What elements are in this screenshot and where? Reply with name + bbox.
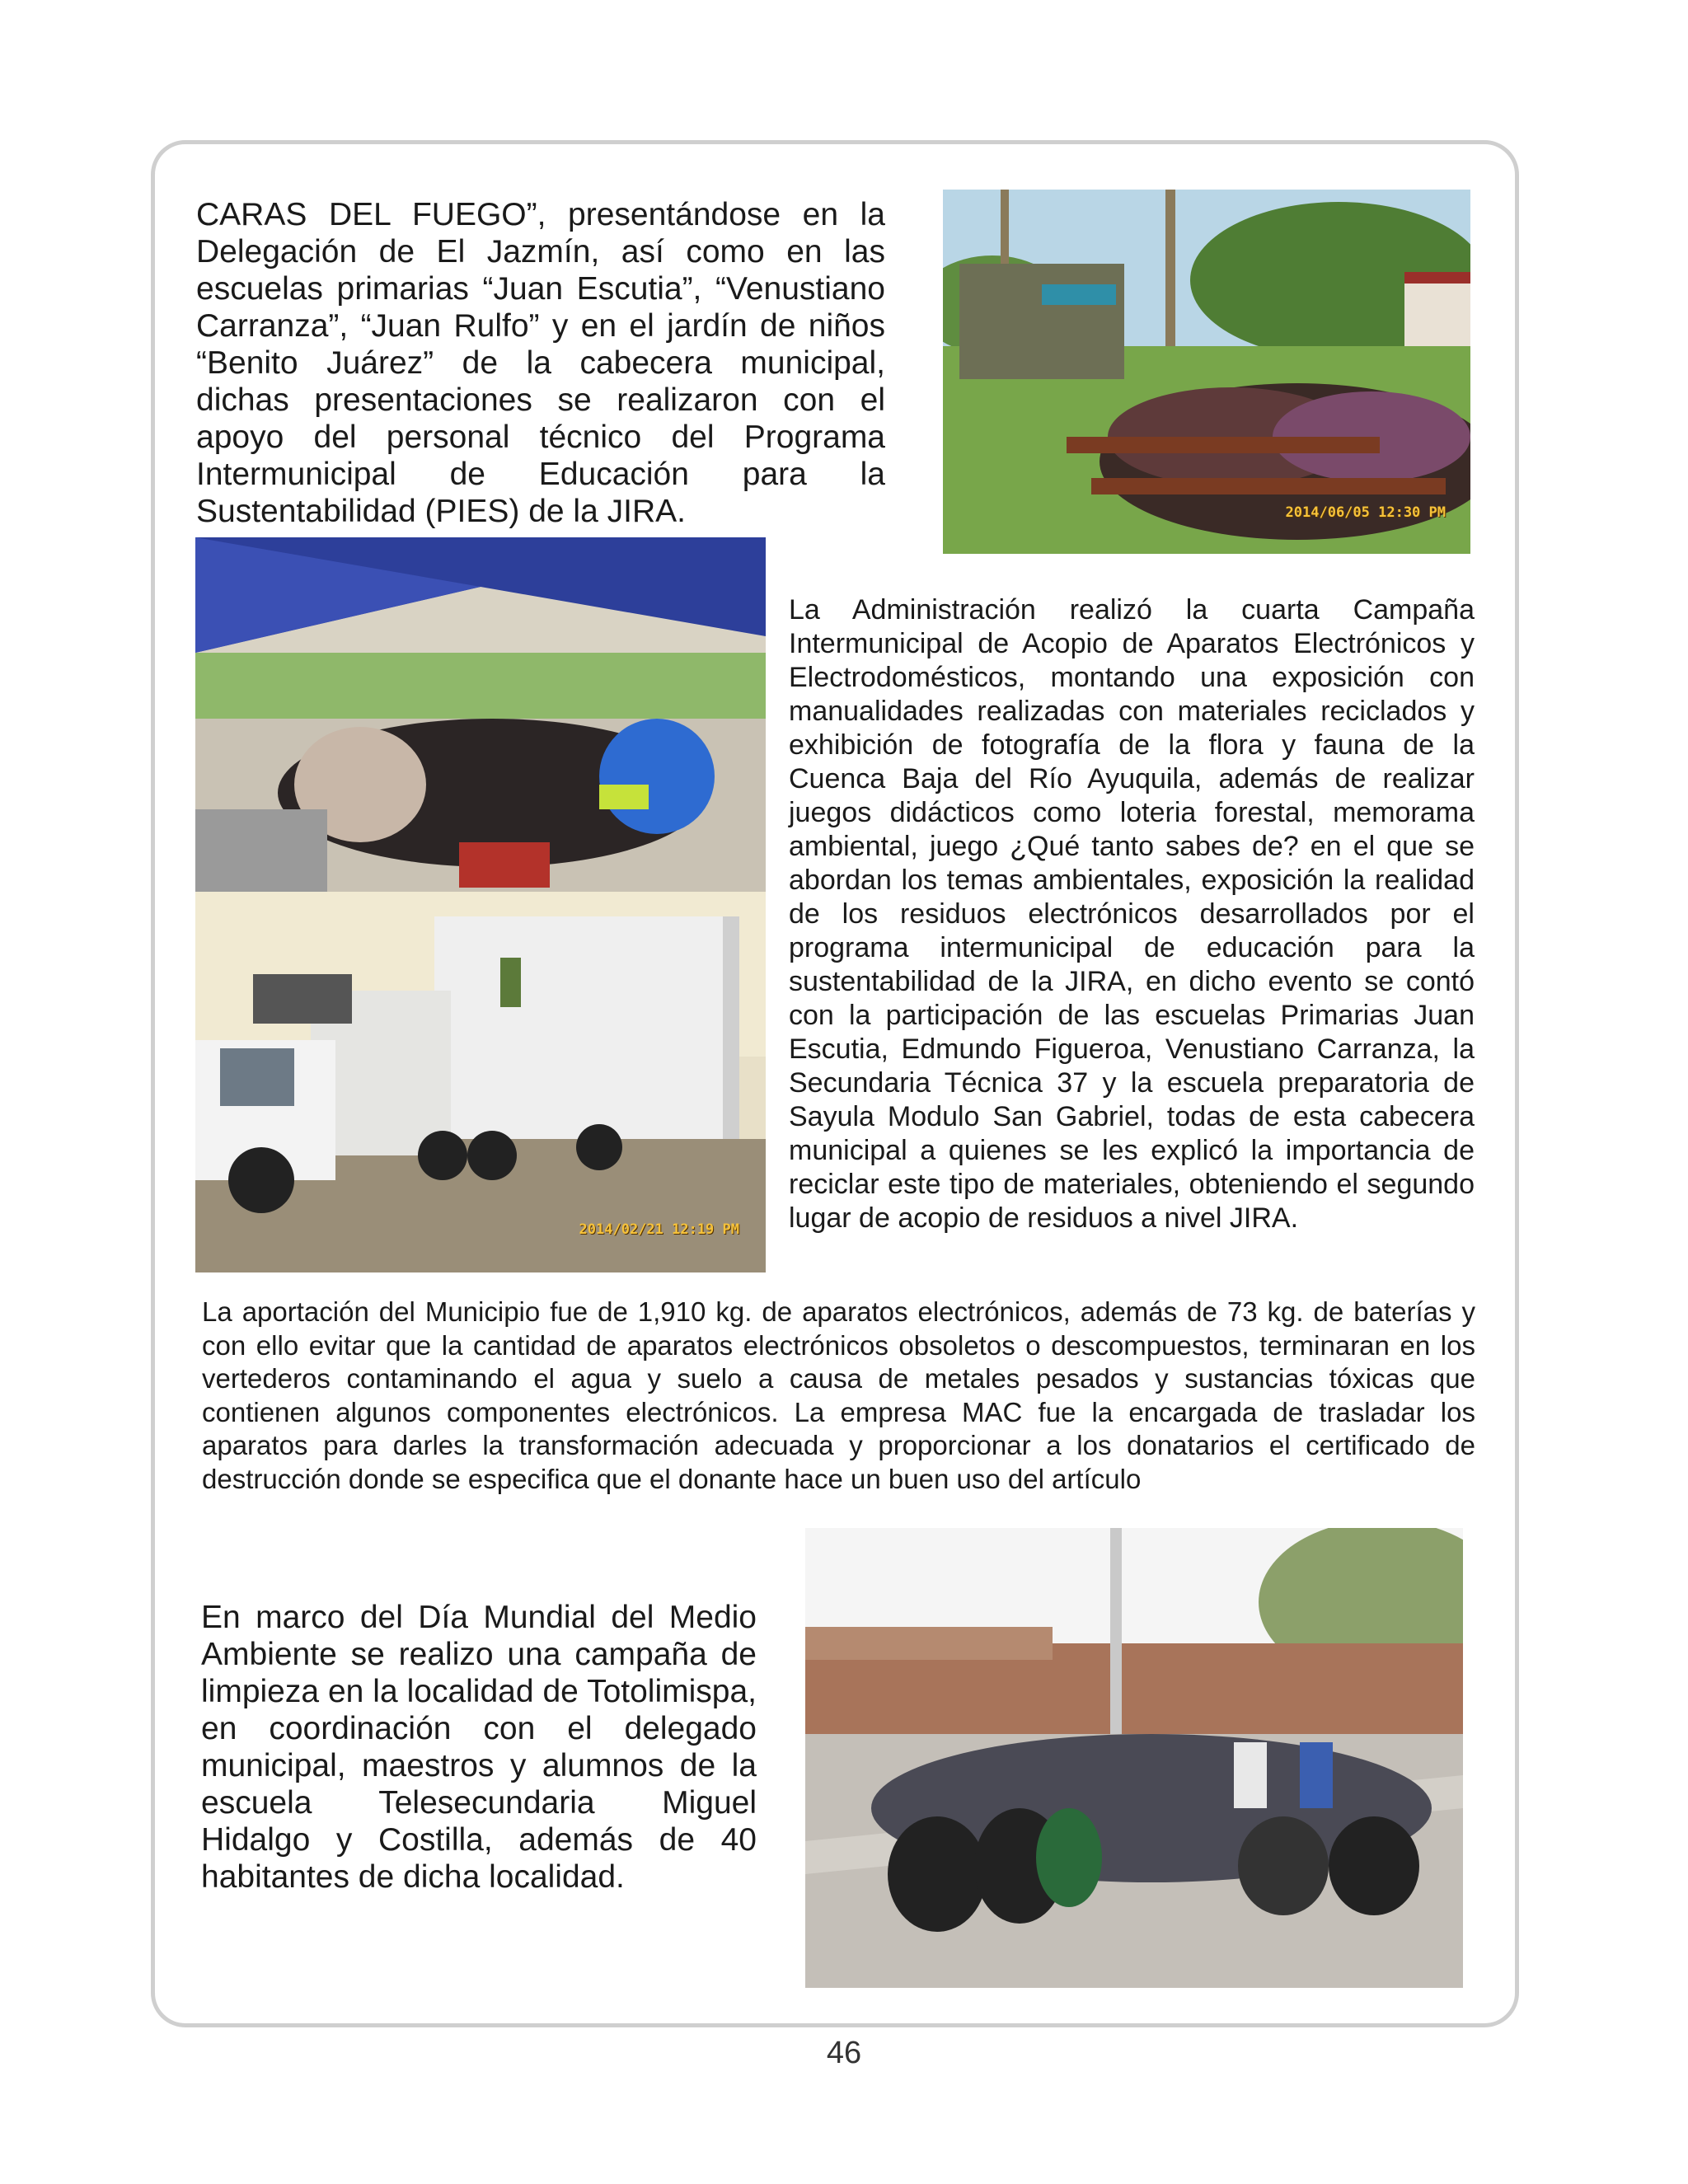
paragraph-campana-acopio: La Administración realizó la cuarta Campaña Intermunicipal de Acopio de Aparatos Electrónicos y Electrodomésticos, montando una exposición con manualidades realizadas con materiales reciclados y exhibición de fotografía de la flora y fauna de la Cuenca Baja del Río Ayuquila, además de realizar juegos didácticos como loteria forestal, memorama ambiental, juego ¿Qué tanto sabes de? en el que se abordan los temas ambientales, exposición la realidad de los residuos electrónicos desarrollados por el programa intermunicipal de educación para la sustentabilidad de la JIRA, en dicho evento se contó con la participación de las escuelas Primarias Juan Escutia, Edmundo Figueroa, Venustiano Carranza, la Secundaria Técnica 37 y la escuela preparatoria de Sayula Modulo San Gabriel, todas de esta cabecera municipal a quienes se les explicó la importancia de reciclar este tipo de materiales, obteniendo el segundo lugar de acopio de residuos a nivel JIRA. xyxy=(789,594,1475,1234)
paragraph-aportacion: La aportación del Municipio fue de 1,910 kg. de aparatos electrónicos, además de 73 kg. de baterías y con ello evitar que la cantidad de aparatos electrónicos obsoletos o descompuestos, terminaran en los vertederos contaminando el agua y suelo a causa de metales pesados y sustancias tóxicas que contienen algunos componentes electrónicos. La empresa MAC fue la encargada de trasladar los aparatos para darles la transformación adecuada y proporcionar a los donatarios el certificado de destrucción donde se especifica que el donante hace un buen uso del artículo xyxy=(202,1296,1475,1494)
photo-date-stamp: 2014/02/21 12:19 PM xyxy=(579,1221,739,1238)
paragraph-dia-medio-ambiente: En marco del Día Mundial del Medio Ambiente se realizo una campaña de limpieza en la localidad de Totolimispa, en coordinación con el delegado municipal, maestros y alumnos de la escuela Telesecundaria Miguel Hidalgo y Costilla, además de 40 habitantes de dicha localidad. xyxy=(201,1600,757,1895)
photo-puppet-show xyxy=(943,190,1470,554)
photo-exhibition-tent xyxy=(195,537,766,892)
photo-collection-truck xyxy=(195,892,766,1272)
page-number: 46 xyxy=(826,2036,862,2070)
photo-date-stamp: 2014/06/05 12:30 PM xyxy=(1285,504,1446,521)
paragraph-caras-del-fuego: CARAS DEL FUEGO”, presentándose en la Delegación de El Jazmín, así como en las escuelas primarias “Juan Escutia”, “Venustiano Carranza”, “Juan Rulfo” y en el jardín de niños “Benito Juárez” de la cabecera municipal, dichas presentaciones se realizaron con el apoyo del personal técnico del Programa Intermunicipal de Educación para la Sustentabilidad (PIES) de la JIRA. xyxy=(196,197,885,529)
photo-cleanup-group xyxy=(805,1528,1463,1988)
